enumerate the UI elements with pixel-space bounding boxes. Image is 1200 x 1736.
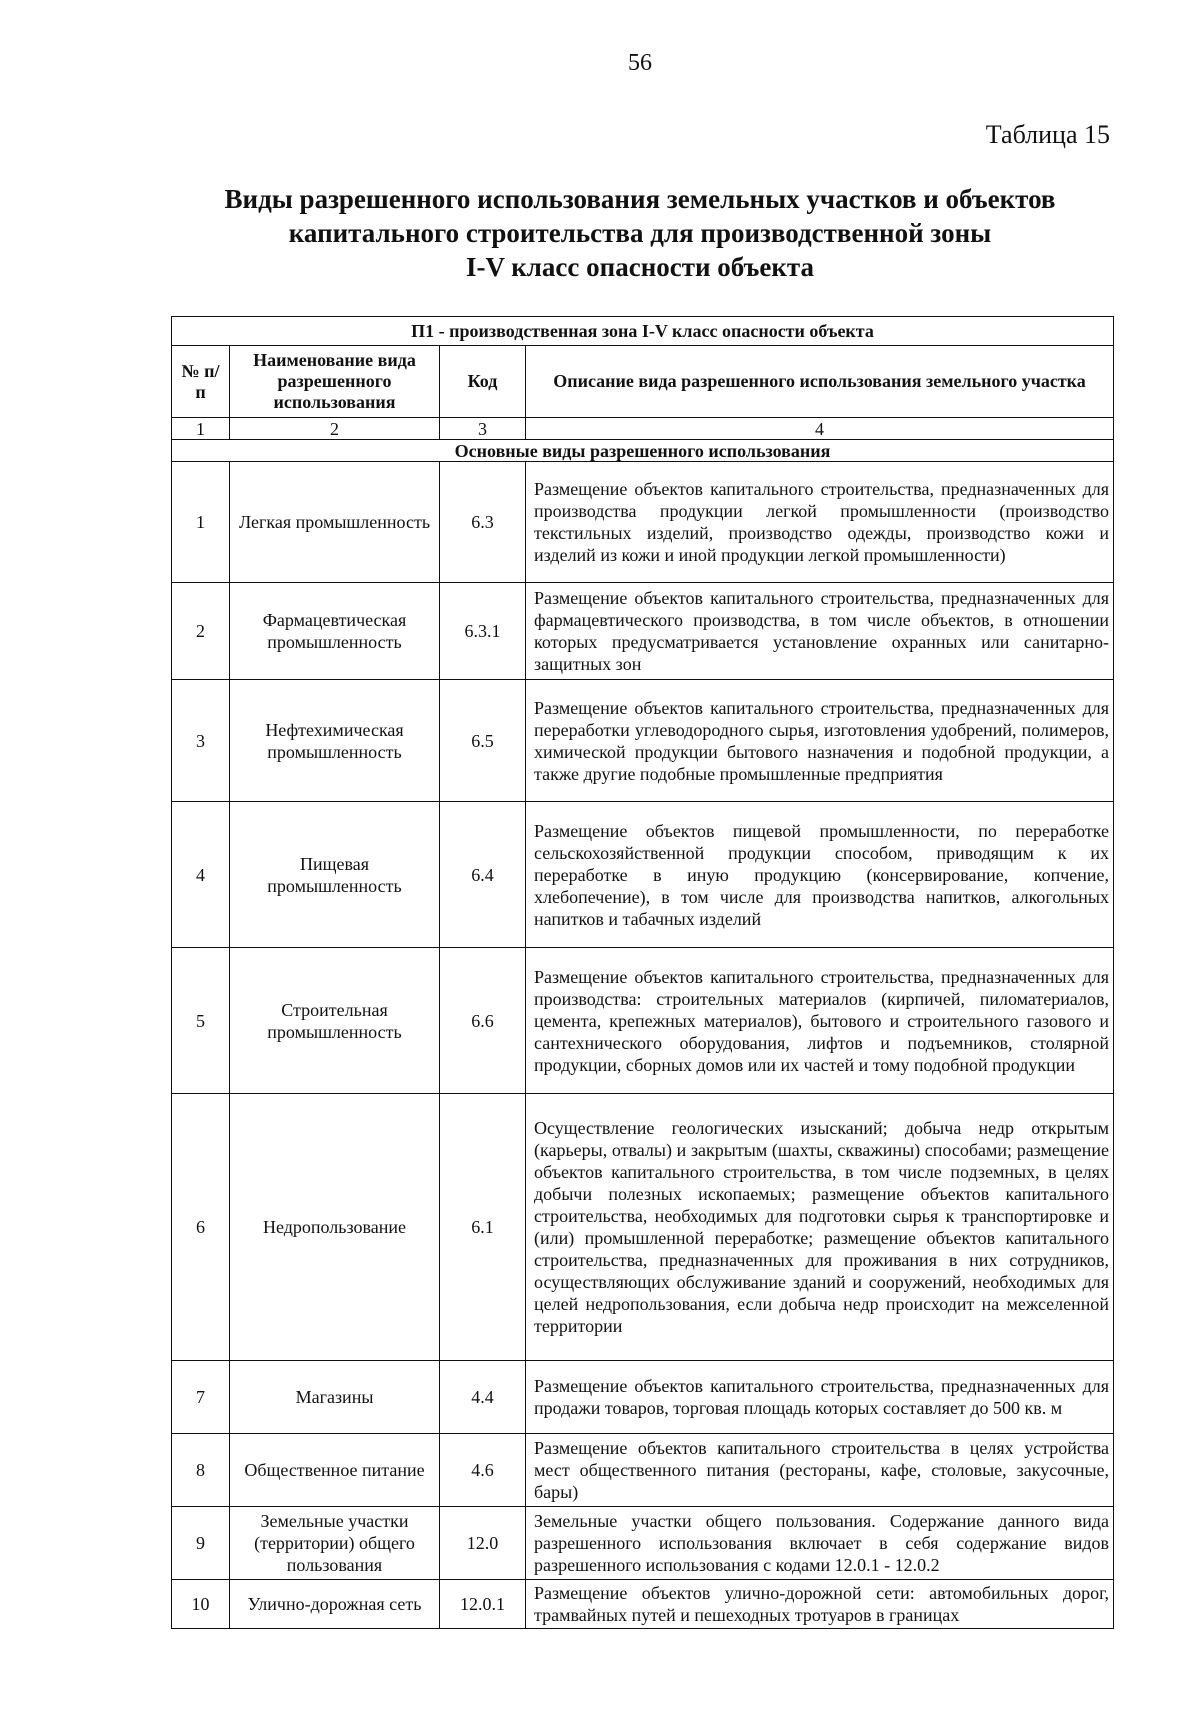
column-header-description: Описание вида разрешенного использования земельного участка	[526, 346, 1114, 418]
title-line: Виды разрешенного использования земельных участков и объектов	[224, 184, 1056, 214]
table-row	[172, 583, 1114, 680]
table-label: Таблица 15	[985, 120, 1110, 149]
row-description: Размещение объектов пищевой промышленности, по переработке сельскохозяйственной продукции способом, приводящим к их переработке в иную продукцию (консервирование, копчение, хлебопечение), в том числе для производства напитков, алкогольных напитков и табачных изделий	[526, 802, 1114, 948]
row-code: 6.4	[440, 802, 526, 948]
table-row	[172, 802, 1114, 948]
column-number: 2	[230, 418, 440, 440]
land-use-table	[171, 316, 1114, 1629]
row-number: 1	[172, 462, 230, 583]
row-number: 3	[172, 680, 230, 802]
row-description: Размещение объектов капитального строительства, предназначенных для производства: строительных материалов (кирпичей, пиломатериалов, цемента, крепежных материалов), бытового и строительного газового и сантехнического оборудования, лифтов и подъемников, столярной продукции, сборных домов или их частей и тому подобной продукции	[526, 948, 1114, 1094]
row-description: Размещение объектов капитального строительства в целях устройства мест общественного питания (рестораны, кафе, столовые, закусочные, бары)	[526, 1434, 1114, 1507]
row-code: 4.4	[440, 1361, 526, 1434]
row-name: Фармацевтическая промышленность	[230, 583, 440, 680]
title-line: I-V класс опасности объекта	[465, 252, 815, 282]
table-row	[172, 1507, 1114, 1580]
row-name: Улично-дорожная сеть	[230, 1580, 440, 1629]
row-number: 4	[172, 802, 230, 948]
section-title: Основные виды разрешенного использования	[172, 440, 1114, 462]
row-code: 12.0	[440, 1507, 526, 1580]
column-number: 3	[440, 418, 526, 440]
row-number: 6	[172, 1094, 230, 1361]
row-code: 6.3	[440, 462, 526, 583]
row-number: 9	[172, 1507, 230, 1580]
row-code: 6.6	[440, 948, 526, 1094]
row-description: Размещение объектов капитального строительства, предназначенных для продажи товаров, торговая площадь которых составляет до 500 кв. м	[526, 1361, 1114, 1434]
column-header-number: № п/п	[172, 346, 230, 418]
column-header-name: Наименование вида разрешенного использования	[230, 346, 440, 418]
row-description: Осуществление геологических изысканий; добыча недр открытым (карьеры, отвалы) и закрытым (шахты, скважины) способами; размещение объектов капитального строительства, в том числе подземных, в целях добычи полезных ископаемых; размещение объектов капитального строительства, необходимых для подготовки сырья к транспортировке и (или) промышленной переработке; размещение объектов капитального строительства, предназначенных для проживания в них сотрудников, осуществляющих обслуживание зданий и сооружений, необходимых для целей недропользования, если добыча недр происходит на межселенной территории	[526, 1094, 1114, 1361]
document-title	[130, 182, 1150, 284]
row-name: Магазины	[230, 1361, 440, 1434]
row-code: 6.3.1	[440, 583, 526, 680]
row-name: Земельные участки (территории) общего пользования	[230, 1507, 440, 1580]
row-number: 5	[172, 948, 230, 1094]
row-name: Недропользование	[230, 1094, 440, 1361]
row-number: 8	[172, 1434, 230, 1507]
row-description: Размещение объектов капитального строительства, предназначенных для переработки углеводородного сырья, изготовления удобрений, полимеров, химической продукции бытового назначения и подобной продукции, а также другие подобные промышленные предприятия	[526, 680, 1114, 802]
row-name: Нефтехимическая промышленность	[230, 680, 440, 802]
row-name: Строительная промышленность	[230, 948, 440, 1094]
row-number: 10	[172, 1580, 230, 1629]
page-number: 56	[628, 50, 652, 76]
table-row	[172, 1094, 1114, 1361]
row-description: Размещение объектов улично-дорожной сети: автомобильных дорог, трамвайных путей и пешеходных тротуаров в границах	[526, 1580, 1114, 1629]
table-row	[172, 1580, 1114, 1629]
row-code: 12.0.1	[440, 1580, 526, 1629]
table-row	[172, 462, 1114, 583]
row-description: Размещение объектов капитального строительства, предназначенных для производства продукции легкой промышленности (производство текстильных изделий, производство одежды, производство кожи и изделий из кожи и иной продукции легкой промышленности)	[526, 462, 1114, 583]
table-row	[172, 948, 1114, 1094]
row-description: Земельные участки общего пользования. Содержание данного вида разрешенного использования включает в себя содержание видов разрешенного использования с кодами 12.0.1 - 12.0.2	[526, 1507, 1114, 1580]
title-line: капитального строительства для производственной зоны	[288, 218, 992, 248]
column-header-code: Код	[440, 346, 526, 418]
column-number: 4	[526, 418, 1114, 440]
row-code: 4.6	[440, 1434, 526, 1507]
row-description: Размещение объектов капитального строительства, предназначенных для фармацевтического производства, в том числе объектов, в отношении которых предусматривается установление охранных или санитарно-защитных зон	[526, 583, 1114, 680]
table-row	[172, 1434, 1114, 1507]
row-number: 7	[172, 1361, 230, 1434]
column-number: 1	[172, 418, 230, 440]
row-name: Пищевая промышленность	[230, 802, 440, 948]
row-code: 6.1	[440, 1094, 526, 1361]
row-name: Легкая промышленность	[230, 462, 440, 583]
row-number: 2	[172, 583, 230, 680]
row-code: 6.5	[440, 680, 526, 802]
table-row	[172, 680, 1114, 802]
row-name: Общественное питание	[230, 1434, 440, 1507]
zone-header: П1 - производственная зона I-V класс опасности объекта	[172, 317, 1114, 346]
table-row	[172, 1361, 1114, 1434]
